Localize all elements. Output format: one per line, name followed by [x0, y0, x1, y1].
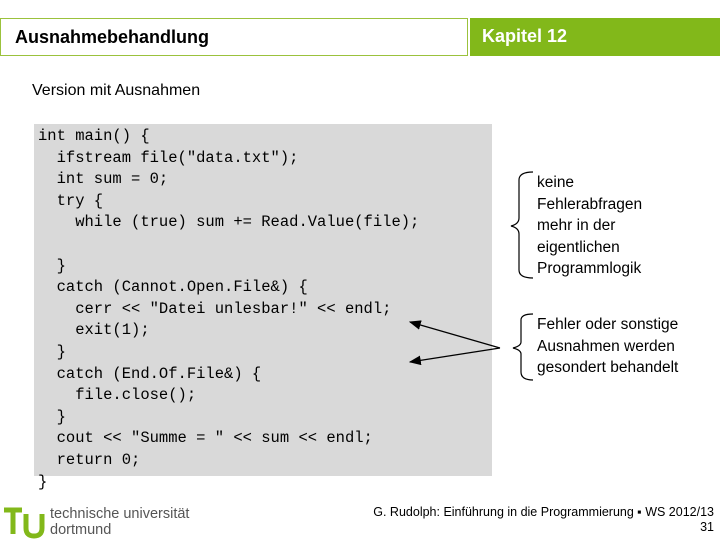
- footer-credit: G. Rudolph: Einführung in die Programmierung ▪ WS 2012/13: [373, 505, 714, 519]
- header-title-box: [0, 18, 468, 56]
- chapter-label: Kapitel 12: [482, 26, 568, 46]
- code-line: cout << "Summe = " << sum << endl;: [38, 429, 373, 448]
- code-block: [38, 126, 419, 493]
- logo-line-2: dortmund: [50, 522, 112, 538]
- code-line: catch (Cannot.Open.File&) {: [38, 278, 308, 297]
- logo-text: [50, 506, 189, 538]
- annotation-line: keine: [537, 174, 575, 191]
- tu-logo-icon: [2, 504, 50, 540]
- code-line: cerr << "Datei unlesbar!" << endl;: [38, 299, 392, 318]
- code-line: int main() {: [38, 127, 150, 145]
- university-logo: [2, 504, 202, 540]
- code-line: }: [38, 256, 66, 275]
- code-line: catch (End.Of.File&) {: [38, 364, 262, 383]
- code-line: int sum = 0;: [38, 170, 169, 189]
- code-line: ifstream file("data.txt");: [38, 148, 299, 167]
- annotation-line: Ausnahmen werden: [537, 337, 675, 355]
- code-line: exit(1);: [38, 321, 150, 340]
- brace-top: [511, 172, 533, 278]
- logo-line-1: technische universität: [50, 506, 190, 522]
- code-line: return 0;: [38, 450, 141, 469]
- code-line: try {: [38, 191, 104, 210]
- annotation-separate-handling: [537, 314, 678, 379]
- annotation-no-error-checks: [537, 172, 642, 280]
- code-line: }: [38, 407, 66, 426]
- code-line: [38, 234, 419, 256]
- section-title: Version mit Ausnahmen: [32, 82, 201, 99]
- code-line: file.close();: [38, 386, 197, 405]
- annotation-line: Programmlogik: [537, 260, 642, 277]
- annotation-line: gesondert behandelt: [537, 359, 679, 376]
- chapter-box: [470, 18, 720, 56]
- footer: [373, 505, 714, 535]
- code-line: }: [38, 472, 48, 491]
- page-title: Ausnahmebehandlung: [15, 27, 210, 47]
- annotation-line: mehr in der: [537, 217, 616, 234]
- code-line: while (true) sum += Read.Value(file);: [38, 213, 420, 232]
- brace-bottom: [513, 314, 533, 380]
- annotation-line: Fehlerabfragen: [537, 195, 643, 213]
- page-number: 31: [700, 520, 714, 534]
- annotation-line: Fehler oder sonstige: [537, 316, 679, 333]
- code-line: }: [38, 342, 66, 361]
- annotation-line: eigentlichen: [537, 238, 620, 256]
